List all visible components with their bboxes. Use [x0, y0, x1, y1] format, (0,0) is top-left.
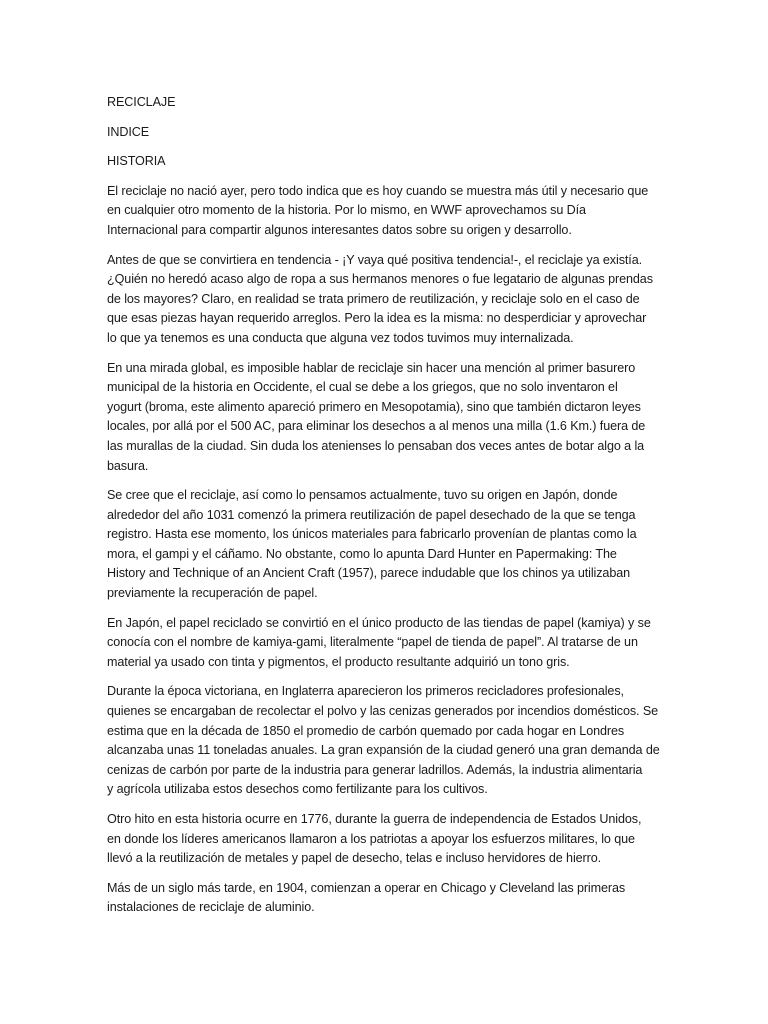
text-line: History and Technique of an Ancient Craft (1957), parece indudable que los chinos ya utilizaban — [107, 566, 631, 581]
text-line: alcanzaba unas 11 toneladas anuales. La gran expansión de la ciudad generó una gran demanda de — [107, 743, 660, 758]
text-line: En Japón, el papel reciclado se convirtió en el único producto de las tiendas de papel (kamiya) y se — [107, 615, 651, 630]
index-heading: INDICE — [107, 124, 150, 139]
paragraph — [107, 879, 659, 918]
text-line: Se cree que el reciclaje, así como lo pensamos actualmente, tuvo su origen en Japón, donde — [107, 488, 618, 503]
text-line: El reciclaje no nació ayer, pero todo indica que es hoy cuando se muestra más útil y necesario que — [107, 183, 649, 198]
text-line: que esas piezas hayan requerido arreglos. Pero la idea es la misma: no desperdiciar y aprovechar — [107, 311, 647, 326]
text-line: material ya usado con tinta y pigmentos, el producto resultante adquirió un tono gris. — [107, 654, 570, 669]
text-line: mora, el gampi y el cáñamo. No obstante, como lo apunta Dard Hunter en Papermaking: The — [107, 546, 617, 561]
text-line: yogurt (broma, este alimento apareció primero en Mesopotamia), sino que también dictaron leyes — [107, 399, 641, 414]
text-line: cenizas de carbón por parte de la industria para generar ladrillos. Además, la industria alimentaria — [107, 762, 643, 777]
text-line: Internacional para compartir algunos interesantes datos sobre su origen y desarrollo. — [107, 222, 572, 237]
text-line: en donde los líderes americanos llamaron a los patriotas a apoyar los esfuerzos militares, lo que — [107, 831, 635, 846]
text-line: quienes se encargaban de recolectar el polvo y las cenizas generados por incendios domésticos. Se — [107, 704, 659, 719]
text-line: conocía con el nombre de kamiya-gami, literalmente “papel de tienda de papel”. Al tratarse de un — [107, 635, 638, 650]
paragraph — [107, 486, 659, 604]
paragraph — [107, 182, 659, 241]
text-line: de los mayores? Claro, en realidad se trata primero de reutilización, y reciclaje solo en el caso de — [107, 291, 640, 306]
paragraph — [107, 810, 659, 869]
text-line: basura. — [107, 458, 149, 473]
text-line: En una mirada global, es imposible hablar de reciclaje sin hacer una mención al primer basurero — [107, 360, 636, 375]
text-line: registro. Hasta ese momento, los únicos materiales para fabricarlo provenían de plantas como la — [107, 527, 637, 542]
paragraph — [107, 614, 659, 673]
text-line: Antes de que se convirtiera en tendencia - ¡Y vaya qué positiva tendencia!-, el reciclaje ya existía. — [107, 252, 643, 267]
text-line: llevó a la reutilización de metales y papel de desecho, telas e incluso hervidores de hierro. — [107, 851, 602, 866]
text-line: Otro hito en esta historia ocurre en 1776, durante la guerra de independencia de Estados Unidos, — [107, 812, 642, 826]
paragraph — [107, 251, 659, 349]
document-title: RECICLAJE — [107, 95, 176, 109]
text-line: en cualquier otro momento de la historia. Por lo mismo, en WWF aprovechamos su Día — [107, 203, 586, 218]
text-line: Más de un siglo más tarde, en 1904, comienzan a operar en Chicago y Cleveland las primeras — [107, 880, 626, 895]
paragraph — [107, 682, 659, 800]
text-line: locales, por allá por el 500 AC, para eliminar los desechos a al menos una milla (1.6 Km.) fuera de — [107, 419, 646, 434]
text-line: previamente la recuperación de papel. — [107, 586, 318, 601]
text-line: las murallas de la ciudad. Sin duda los atenienses lo pensaban dos veces antes de botar algo a la — [107, 438, 645, 453]
history-heading: HISTORIA — [107, 154, 166, 169]
text-line: alrededor del año 1031 comenzó la primera reutilización de papel desechado de la que se tenga — [107, 507, 636, 522]
document-page — [107, 93, 659, 928]
text-line: estima que en la década de 1850 el promedio de carbón quemado por cada hogar en Londres — [107, 723, 625, 738]
paragraph — [107, 359, 659, 477]
text-line: lo que ya tenemos es una conducta que alguna vez todos tuvimos muy internalizada. — [107, 330, 574, 345]
text-line: ¿Quién no heredó acaso algo de ropa a sus hermanos menores o fue legatario de algunas prendas — [107, 272, 653, 287]
text-line: Durante la época victoriana, en Inglaterra aparecieron los primeros recicladores profesionales, — [107, 684, 624, 699]
text-line: municipal de la historia en Occidente, el cual se debe a los griegos, que no solo inventaron el — [107, 380, 618, 395]
text-line: instalaciones de reciclaje de aluminio. — [107, 900, 315, 915]
text-line: y agrícola utilizaba estos desechos como fertilizante para los cultivos. — [107, 782, 488, 797]
